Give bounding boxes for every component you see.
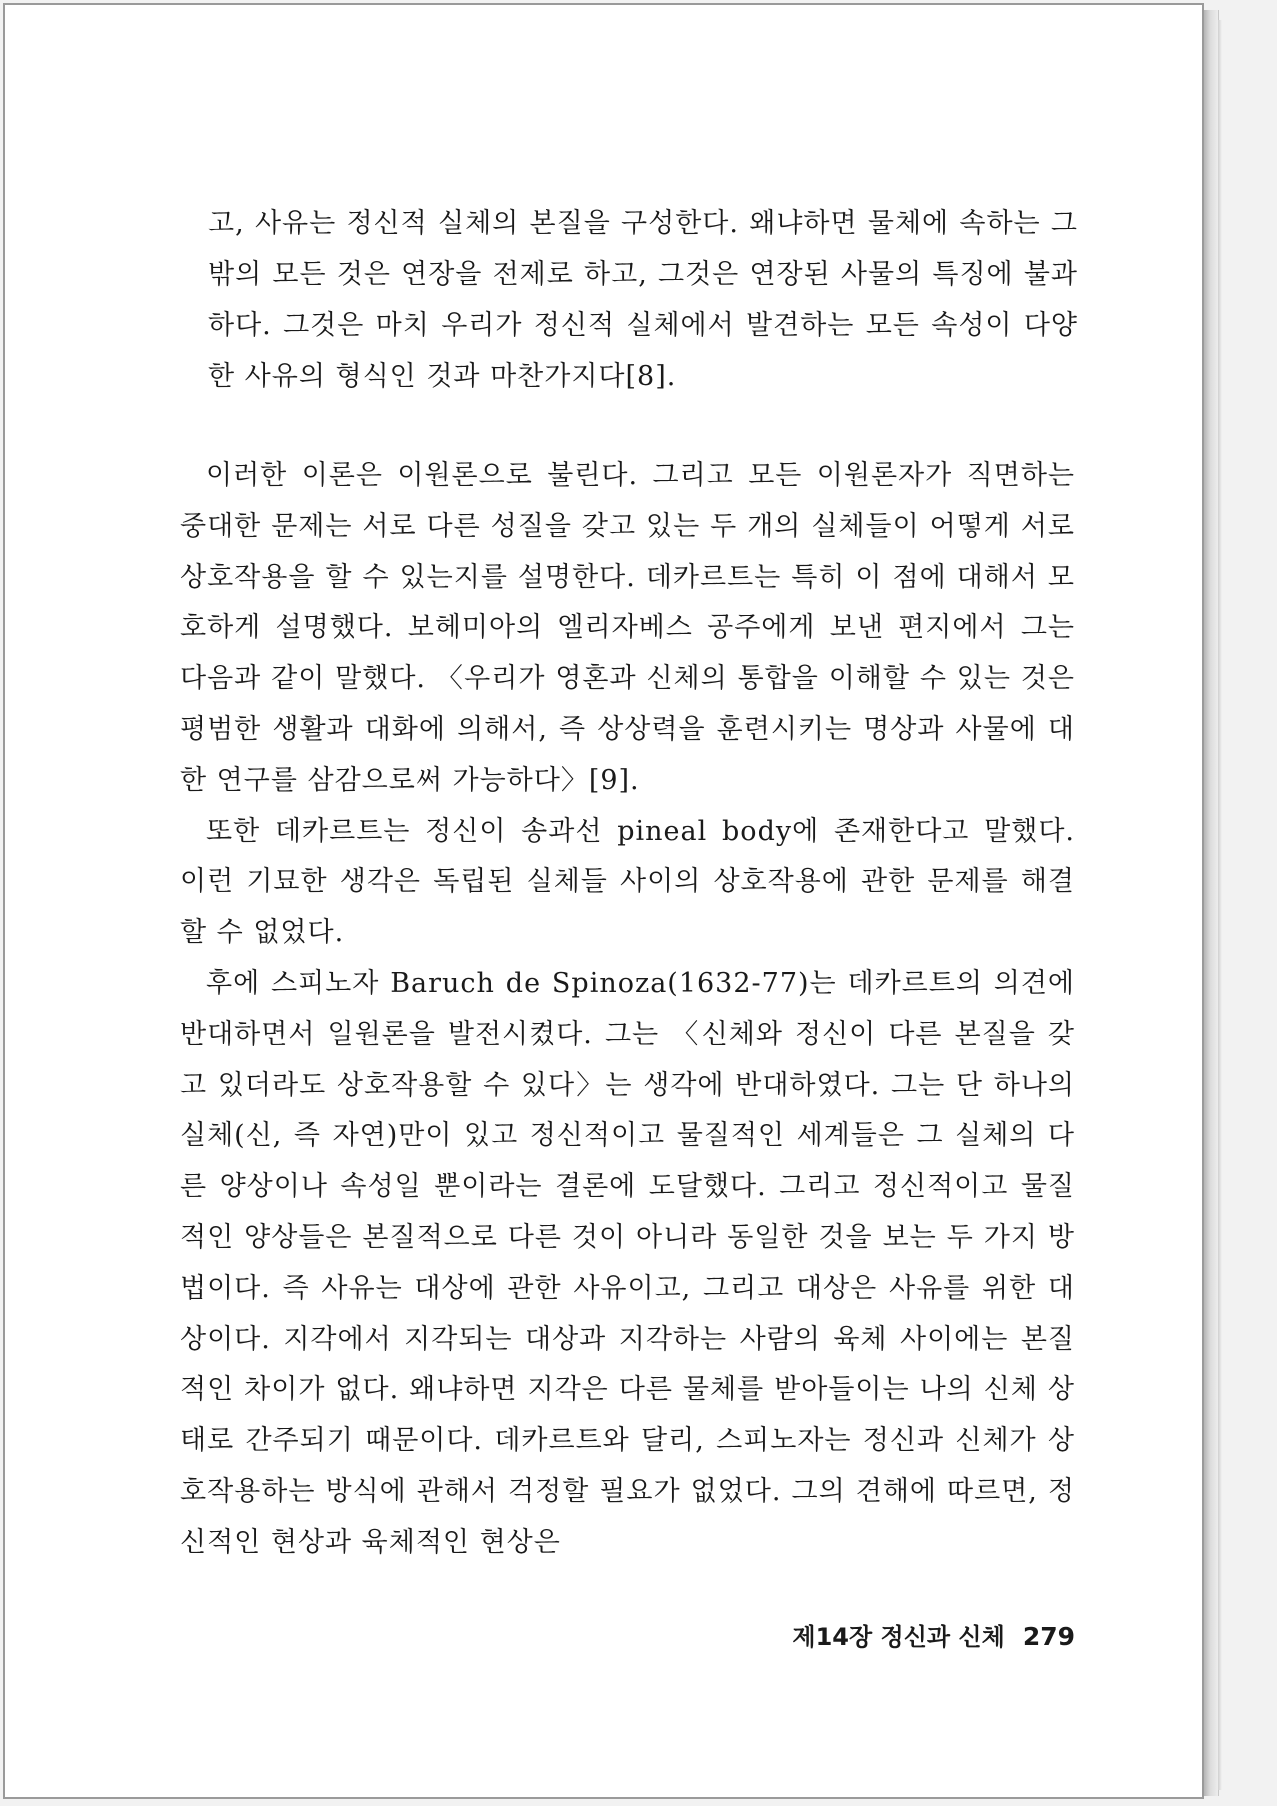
body-text	[180, 451, 1075, 1569]
page-footer	[700, 1617, 1075, 1652]
chapter-title: 제14장 정신과 신체	[792, 1623, 1005, 1651]
page-number: 279	[1022, 1622, 1075, 1651]
quote-text: 고, 사유는 정신적 실체의 본질을 구성한다. 왜냐하면 물체에 속하는 그 밖의 모든 것은 연장을 전제로 하고, 그것은 연장된 사물의 특징에 불과하다. 그것은 마치 우리가 정신적 실체에서 발견하는 모든 속성이 다양한 사유의 형식인 것과 마찬가지다[8].	[208, 208, 1078, 392]
paragraph-spinoza: 후에 스피노자 Baruch de Spinoza(1632-77)는 데카르트의 의견에 반대하면서 일원론을 발전시켰다. 그는 〈신체와 정신이 다른 본질을 갖고 있더라도 상호작용할 수 있다〉는 생각에 반대하였다. 그는 단 하나의 실체(신, 즉 자연)만이 있고 정신적이고 물질적인 세계들은 그 실체의 다른 양상이나 속성일 뿐이라는 결론에 도달했다. 그리고 정신적이고 물질적인 양상들은 본질적으로 다른 것이 아니라 동일한 것을 보는 두 가지 방법이다. 즉 사유는 대상에 관한 사유이고, 그리고 대상은 사유를 위한 대상이다. 지각에서 지각되는 대상과 지각하는 사람의 육체 사이에는 본질적인 차이가 없다. 왜냐하면 지각은 다른 물체를 받아들이는 나의 신체 상태로 간주되기 때문이다. 데카르트와 달리, 스피노자는 정신과 신체가 상호작용하는 방식에 관해서 걱정할 필요가 없었다. 그의 견해에 따르면, 정신적인 현상과 육체적인 현상은	[180, 967, 1075, 1558]
paragraph-dualism: 이러한 이론은 이원론으로 불린다. 그리고 모든 이원론자가 직면하는 중대한 문제는 서로 다른 성질을 갖고 있는 두 개의 실체들이 어떻게 서로 상호작용을 할 수 있는지를 설명한다. 데카르트는 특히 이 점에 대해서 모호하게 설명했다. 보헤미아의 엘리자베스 공주에게 보낸 편지에서 그는 다음과 같이 말했다. 〈우리가 영혼과 신체의 통합을 이해할 수 있는 것은 평범한 생활과 대화에 의해서, 즉 상상력을 훈련시키는 명상과 사물에 대한 연구를 삼감으로써 가능하다〉[9].	[180, 460, 1075, 796]
page-edge-shadow	[1204, 10, 1219, 1796]
block-quote	[208, 198, 1078, 402]
paragraph-pineal-body: 또한 데카르트는 정신이 송과선 pineal body에 존재한다고 말했다. 이런 기묘한 생각은 독립된 실체들 사이의 상호작용에 관한 문제를 해결할 수 없었다.	[180, 815, 1075, 949]
page-edge-highlight	[1218, 20, 1222, 1790]
